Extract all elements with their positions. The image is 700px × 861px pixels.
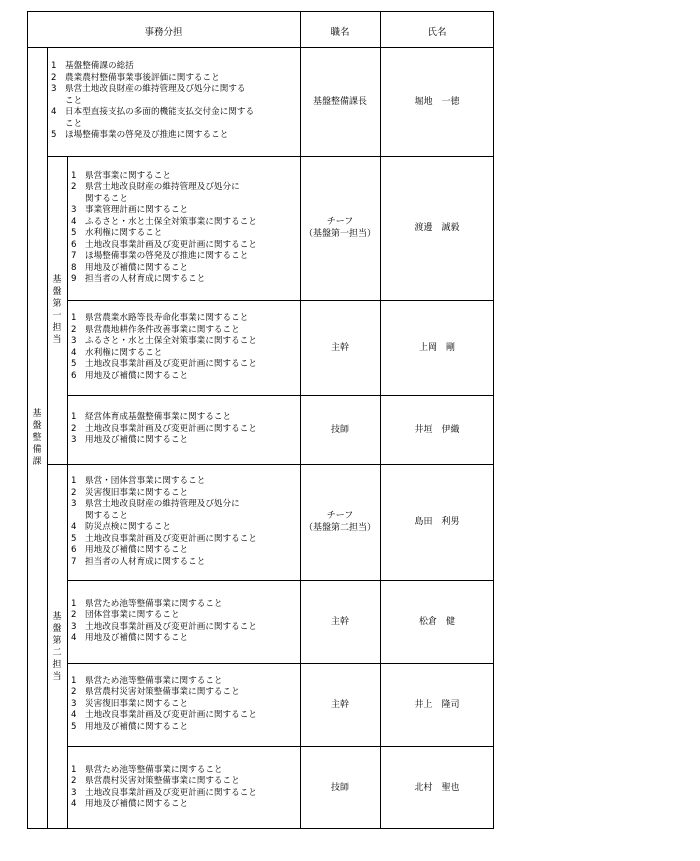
duty-text: 県営農村災害対策整備事業に関すること bbox=[85, 687, 240, 698]
duty-text: 県営ため池等整備事業に関すること bbox=[85, 598, 223, 609]
row-divider bbox=[67, 395, 494, 396]
duty-number: 1 bbox=[71, 170, 77, 181]
duty-list bbox=[51, 61, 254, 142]
duty-number: 2 bbox=[51, 72, 57, 83]
duty-text: 県営土地改良財産の維持管理及び処分に関する こと bbox=[65, 84, 246, 106]
person-name: 井上 隆司 bbox=[414, 699, 460, 710]
duty-item bbox=[51, 130, 254, 142]
duty-item bbox=[71, 336, 257, 348]
duty-text: ふるさと・水と土保全対策事業に関すること bbox=[85, 336, 257, 346]
column-divider bbox=[47, 47, 48, 829]
duty-number: 7 bbox=[71, 251, 77, 261]
duty-item bbox=[71, 488, 257, 500]
duty-text: 防災点検に関すること bbox=[85, 522, 171, 532]
duty-number: 6 bbox=[71, 370, 77, 381]
duty-text: 基盤整備課の総括 bbox=[65, 61, 134, 72]
duty-item bbox=[71, 371, 257, 383]
duty-number: 7 bbox=[71, 556, 77, 567]
duty-number: 4 bbox=[71, 710, 77, 721]
duty-number: 4 bbox=[71, 799, 77, 809]
duty-number: 2 bbox=[71, 423, 77, 434]
person-name: 井垣 伊織 bbox=[414, 424, 460, 435]
duty-item bbox=[71, 435, 257, 447]
duty-item bbox=[71, 313, 257, 325]
duty-number: 4 bbox=[71, 522, 77, 532]
duty-item bbox=[71, 799, 257, 811]
duty-number: 1 bbox=[71, 764, 77, 775]
column-divider bbox=[67, 156, 68, 829]
duty-number: 3 bbox=[71, 621, 77, 632]
duty-number: 5 bbox=[51, 130, 57, 141]
duty-number: 5 bbox=[71, 533, 77, 544]
duty-item bbox=[71, 676, 257, 688]
duty-item bbox=[71, 263, 257, 275]
duty-item bbox=[71, 217, 257, 229]
person-name: 松倉 健 bbox=[418, 616, 455, 627]
row-divider bbox=[67, 746, 494, 747]
duty-number: 5 bbox=[71, 228, 77, 238]
duty-number: 3 bbox=[71, 435, 77, 446]
duty-item bbox=[71, 228, 257, 240]
duty-item bbox=[71, 687, 257, 699]
person-name: 北村 聖也 bbox=[414, 782, 460, 793]
duty-number: 5 bbox=[71, 721, 77, 732]
duty-text: 土地改良事業計画及び変更計画に関すること bbox=[85, 239, 257, 250]
duty-item bbox=[71, 325, 257, 337]
job-title: 基盤整備課長 bbox=[312, 96, 367, 107]
duty-item bbox=[51, 84, 254, 107]
duty-number: 4 bbox=[51, 107, 57, 118]
duty-text: 水利権に関すること bbox=[85, 228, 163, 238]
duty-number: 2 bbox=[71, 610, 77, 620]
duty-text: 県営ため池等整備事業に関すること bbox=[85, 764, 223, 775]
duty-text: 県営事業に関すること bbox=[85, 170, 171, 181]
header-title: 職名 bbox=[330, 27, 350, 38]
job-title: 主幹 bbox=[330, 699, 349, 710]
duty-text: 県営農地耕作条件改善事業に関すること bbox=[85, 324, 240, 335]
duty-number: 5 bbox=[71, 359, 77, 369]
duty-item bbox=[71, 722, 257, 734]
duty-number: 1 bbox=[71, 412, 77, 423]
duty-item bbox=[71, 522, 257, 534]
duty-item bbox=[71, 359, 257, 371]
duty-text: 用地及び補償に関すること bbox=[85, 370, 189, 381]
duty-item bbox=[71, 776, 257, 788]
duty-number: 3 bbox=[71, 205, 77, 215]
duty-text: ほ場整備事業の啓発及び推進に関すること bbox=[85, 251, 249, 261]
person-name: 渡邊 誠毅 bbox=[414, 223, 460, 233]
duty-number: 3 bbox=[71, 336, 77, 346]
duty-number: 2 bbox=[71, 487, 77, 498]
duty-item bbox=[71, 633, 257, 645]
duty-text: 経営体育成基盤整備事業に関すること bbox=[85, 412, 232, 423]
duty-number: 8 bbox=[71, 262, 77, 273]
duty-item bbox=[71, 424, 257, 436]
row-divider bbox=[47, 464, 494, 465]
duty-item bbox=[71, 476, 257, 488]
duty-text: 土地改良事業計画及び変更計画に関すること bbox=[85, 359, 257, 369]
duty-number: 4 bbox=[71, 633, 77, 643]
duty-text: 土地改良事業計画及び変更計画に関すること bbox=[85, 423, 257, 434]
duty-text: 土地改良事業計画及び変更計画に関すること bbox=[85, 533, 257, 544]
duty-text: 県営ため池等整備事業に関すること bbox=[85, 675, 223, 686]
duty-text: 災害復旧事業に関すること bbox=[85, 698, 189, 709]
duty-text: 用地及び補償に関すること bbox=[85, 262, 189, 273]
duty-text: 用地及び補償に関すること bbox=[85, 633, 189, 643]
duty-text: 用地及び補償に関すること bbox=[85, 799, 189, 809]
duty-item bbox=[71, 545, 257, 557]
duty-text: 県営土地改良財産の維持管理及び処分に 関すること bbox=[85, 182, 240, 204]
duty-text: 担当者の人材育成に関すること bbox=[85, 556, 206, 567]
duty-item bbox=[51, 61, 254, 73]
duty-number: 2 bbox=[71, 182, 77, 192]
duty-text: 日本型直接支払の多面的機能支払交付金に関する こと bbox=[65, 107, 255, 129]
duty-text: 団体営事業に関すること bbox=[85, 610, 180, 620]
row-divider bbox=[67, 663, 494, 664]
duty-list bbox=[71, 599, 257, 645]
section-label: 基盤第一担当 bbox=[52, 275, 62, 345]
duty-item bbox=[71, 765, 257, 777]
duty-number: 3 bbox=[71, 787, 77, 798]
duty-text: 事業管理計画に関すること bbox=[85, 205, 189, 215]
duty-list bbox=[71, 765, 257, 811]
duty-number: 1 bbox=[71, 598, 77, 609]
duty-number: 3 bbox=[71, 499, 77, 509]
duty-item bbox=[71, 251, 257, 263]
duty-item bbox=[71, 182, 257, 205]
duty-text: 災害復旧事業に関すること bbox=[85, 487, 189, 498]
duty-item bbox=[71, 622, 257, 634]
duty-number: 2 bbox=[71, 324, 77, 335]
duty-item bbox=[71, 240, 257, 252]
duty-item bbox=[71, 788, 257, 800]
duty-text: ほ場整備事業の啓発及び推進に関すること bbox=[65, 130, 229, 141]
duty-number: 3 bbox=[71, 698, 77, 709]
duty-text: ふるさと・水と土保全対策事業に関すること bbox=[85, 216, 257, 227]
division-label: 基盤整備課 bbox=[32, 409, 42, 467]
duty-text: 県営農村災害対策整備事業に関すること bbox=[85, 776, 240, 786]
duty-number: 6 bbox=[71, 545, 77, 555]
job-title: チーフ （基盤第一担当） bbox=[303, 217, 376, 239]
duty-item bbox=[71, 534, 257, 546]
duty-number: 6 bbox=[71, 239, 77, 250]
duty-text: 県営・団体営事業に関すること bbox=[85, 476, 206, 486]
duty-number: 1 bbox=[51, 61, 57, 72]
duty-number: 4 bbox=[71, 216, 77, 227]
duty-item bbox=[71, 499, 257, 522]
person-name: 上岡 剛 bbox=[418, 342, 455, 353]
job-title: チーフ （基盤第二担当） bbox=[303, 511, 376, 533]
person-name: 堀地 一徳 bbox=[414, 96, 460, 107]
duty-item bbox=[51, 73, 254, 85]
duty-item bbox=[71, 412, 257, 424]
duty-list bbox=[71, 676, 257, 734]
duty-item bbox=[71, 348, 257, 360]
duty-text: 県営農業水路等長寿命化事業に関すること bbox=[85, 313, 249, 323]
duty-number: 4 bbox=[71, 347, 77, 358]
duty-text: 担当者の人材育成に関すること bbox=[85, 274, 206, 284]
duty-number: 9 bbox=[71, 274, 77, 284]
duty-text: 用地及び補償に関すること bbox=[85, 721, 189, 732]
duty-item bbox=[71, 599, 257, 611]
duty-number: 1 bbox=[71, 313, 77, 323]
duty-text: 農業農村整備事業事後評価に関すること bbox=[65, 72, 220, 83]
duty-list bbox=[71, 171, 257, 286]
duty-number: 3 bbox=[51, 84, 57, 95]
duty-text: 土地改良事業計画及び変更計画に関すること bbox=[85, 710, 257, 721]
header-duties: 事務分担 bbox=[144, 27, 183, 38]
duty-item bbox=[71, 610, 257, 622]
duty-item bbox=[71, 710, 257, 722]
row-divider bbox=[27, 47, 494, 48]
duty-number: 1 bbox=[71, 675, 77, 686]
duty-item bbox=[51, 107, 254, 130]
duty-text: 用地及び補償に関すること bbox=[85, 545, 189, 555]
duty-text: 土地改良事業計画及び変更計画に関すること bbox=[85, 787, 257, 798]
duty-text: 土地改良事業計画及び変更計画に関すること bbox=[85, 621, 257, 632]
duty-text: 水利権に関すること bbox=[85, 347, 163, 358]
duty-number: 2 bbox=[71, 776, 77, 786]
duty-item bbox=[71, 171, 257, 183]
job-title: 主幹 bbox=[330, 342, 349, 353]
duty-list bbox=[71, 412, 257, 447]
duty-item bbox=[71, 557, 257, 569]
header-name: 氏名 bbox=[427, 27, 447, 38]
duty-text: 用地及び補償に関すること bbox=[85, 435, 189, 446]
row-divider bbox=[67, 300, 494, 301]
duty-item bbox=[71, 274, 257, 286]
duty-list bbox=[71, 476, 257, 568]
duty-number: 2 bbox=[71, 687, 77, 698]
duty-text: 県営土地改良財産の維持管理及び処分に 関すること bbox=[85, 499, 240, 521]
person-name: 島田 利男 bbox=[414, 517, 460, 527]
duty-item bbox=[71, 205, 257, 217]
section-label: 基盤第二担当 bbox=[52, 611, 62, 682]
job-title: 技師 bbox=[330, 782, 349, 793]
job-title: 主幹 bbox=[330, 616, 349, 627]
row-divider bbox=[47, 156, 494, 157]
duty-item bbox=[71, 699, 257, 711]
row-divider bbox=[67, 580, 494, 581]
job-title: 技師 bbox=[330, 424, 349, 435]
duty-number: 1 bbox=[71, 476, 77, 486]
duty-list bbox=[71, 313, 257, 382]
